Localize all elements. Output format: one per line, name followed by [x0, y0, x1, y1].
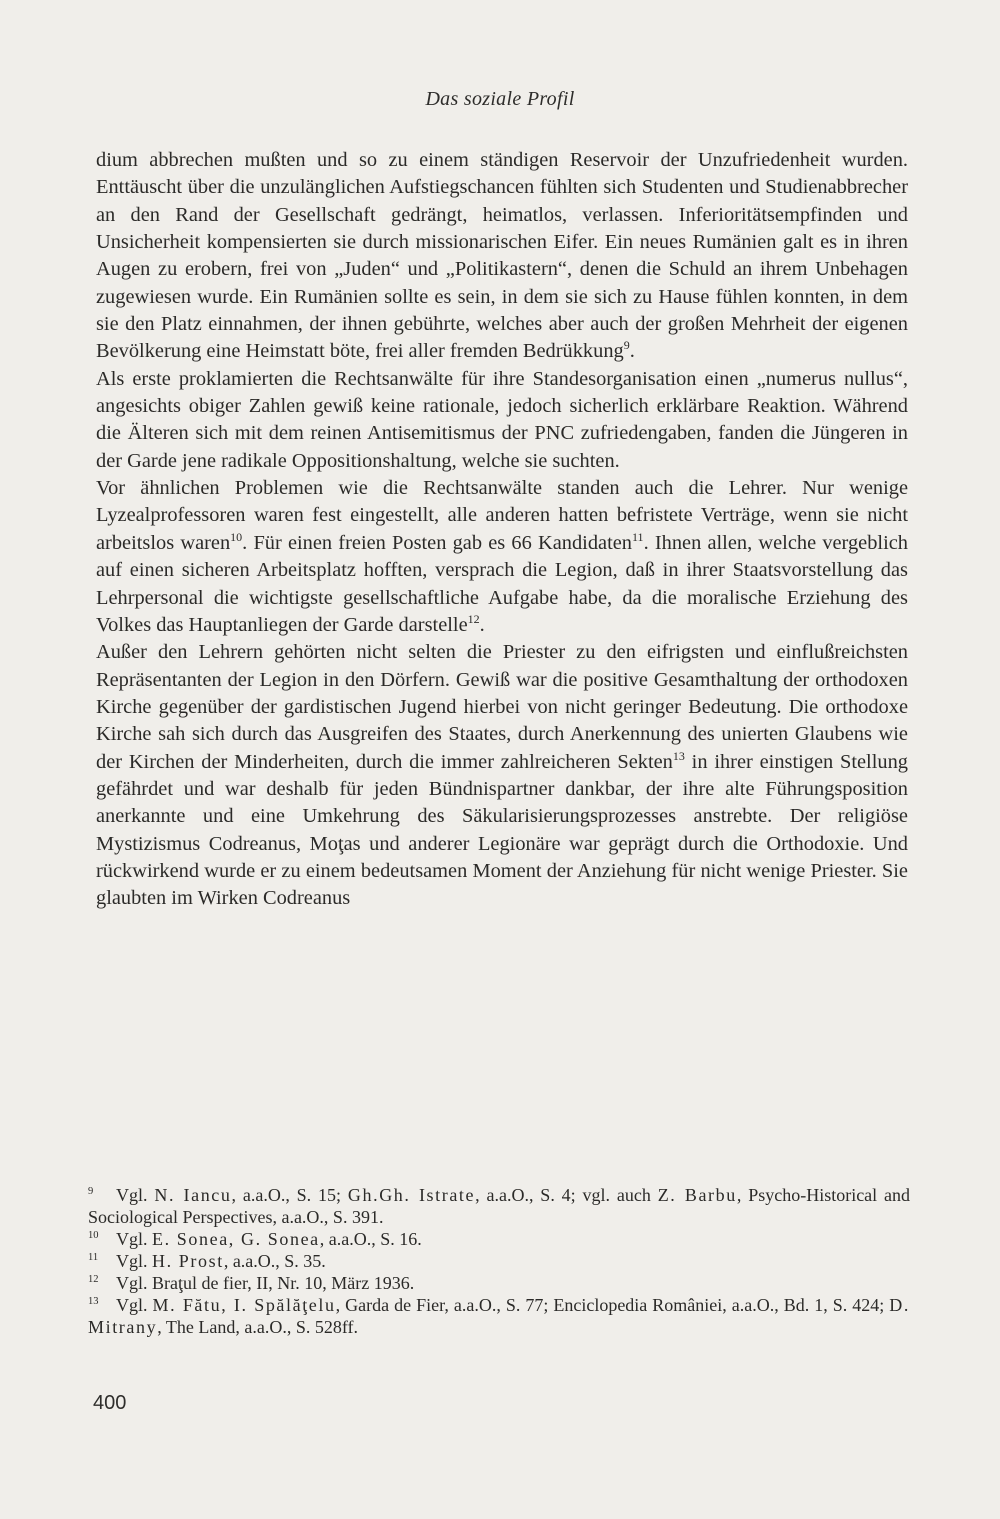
- footnote-author: D. Mitrany: [88, 1295, 910, 1337]
- paragraph-text: .: [479, 613, 485, 636]
- paragraph-text: . Ihnen allen, welche vergeblich auf einen sicheren Arbeitsplatz hofften, versprach die Legion, daß in ihrer Staatsvorstellung das Lehrpersonal die wichtigste gesellschaftliche Aufgabe habe, da die moralische Erziehung des Volkes das Hauptanliegen der Garde darstelle: [96, 531, 908, 636]
- footnote: 13 Vgl. M. Fătu, I. Spălăţelu, Garda de Fier, a.a.O., S. 77; Enciclopedia României, a.a.O., Bd. 1, S. 424; D. Mitrany, The Land, a.a.O., S. 528ff.: [88, 1295, 910, 1337]
- paragraph: [96, 366, 908, 475]
- footnote-text: , a.a.O., S. 35.: [223, 1251, 326, 1271]
- paragraph: [96, 639, 908, 912]
- paragraph-text: Als erste proklamierten die Rechtsanwälte für ihre Standesorganisation einen „numerus nullus“, angesichts obiger Zahlen gewiß keine rationale, jedoch sicherlich erklärbare Reaktion. Während die Älteren sich mit dem reinen Antisemitismus der PNC zufriedengaben, fanden die Jüngeren in der Garde jene radikale Oppositionshaltung, welche sie suchten.: [96, 367, 908, 472]
- page-number: 400: [93, 1392, 127, 1414]
- paragraph-text: . Für einen freien Posten gab es 66 Kandidaten: [242, 531, 632, 554]
- footnote-text: , The Land, a.a.O., S. 528ff.: [157, 1317, 358, 1337]
- footnote-text: Vgl.: [116, 1295, 153, 1315]
- paragraph-text: in ihrer einstigen Stellung gefährdet und war deshalb für jeden Bündnispartner dankbar, der ihre alte Führungsposition anerkannte und eine Umkehrung des Säkularisierungsprozesses anstrebte. Der religiöse Mystizismus Codreanus, Moţas und anderer Legionäre war geprägt durch die Orthodoxie. Und rückwirkend wurde er zu einem bedeutsamen Moment der Anziehung für nicht wenige Priester. Sie glaubten im Wirken Codreanus: [96, 750, 908, 910]
- paragraph: [96, 475, 908, 639]
- footnote-text: , Garda de Fier, a.a.O., S. 77; Enciclopedia României, a.a.O., Bd. 1, S. 424;: [335, 1295, 890, 1315]
- main-text: [96, 147, 908, 913]
- footnote-text: Vgl.: [116, 1229, 152, 1249]
- paragraph: [96, 147, 908, 366]
- running-head: Das soziale Profil: [425, 88, 575, 110]
- footnote-reference: 11: [632, 530, 644, 545]
- footnote-text: , Psycho-Historical and Sociological Perspectives, a.a.O., S. 391.: [88, 1185, 911, 1227]
- footnote-author: M. Fătu, I. Spălăţelu: [152, 1295, 336, 1315]
- footnote-author: Z. Barbu: [657, 1185, 737, 1205]
- footnote-text: , a.a.O., S. 4; vgl. auch: [475, 1185, 658, 1205]
- footnote-text: Vgl. Braţul de fier, II, Nr. 10, März 1936.: [116, 1273, 415, 1293]
- footnote-text: Vgl.: [116, 1251, 152, 1271]
- paragraph-text: Vor ähnlichen Problemen wie die Rechtsanwälte standen auch die Lehrer. Nur wenige Lyzealprofessoren waren fest eingestellt, alle anderen hatten befristete Verträge, wenn sie nicht arbeitslos waren: [96, 477, 908, 554]
- footnote-reference: 12: [467, 612, 480, 627]
- footnote: 10 Vgl. E. Sonea, G. Sonea, a.a.O., S. 16.: [88, 1229, 422, 1249]
- footnote-reference: 13: [672, 748, 685, 763]
- footnotes: [88, 1184, 910, 1338]
- footnote-text: , a.a.O., S. 16.: [319, 1229, 422, 1249]
- footnote-author: E. Sonea, G. Sonea: [152, 1229, 320, 1249]
- paragraph-text: dium abbrechen mußten und so zu einem ständigen Reservoir der Unzufriedenheit wurden. Enttäuscht über die unzulänglichen Aufstiegschancen fühlten sich Studenten und Studienabbrecher an den Rand der Gesellschaft gedrängt, heimatlos, verlassen. Inferioritätsempfinden und Unsicherheit kompensierten sie durch missionarischen Eifer. Ein neues Rumänien galt es in ihren Augen zu erobern, frei von „Juden“ und „Politikastern“, denen die Schuld an ihrem Unbehagen zugewiesen wurde. Ein Rumänien sollte es sein, in dem sie sich zu Hause fühlen konnten, in dem sie den Platz einnahmen, der ihnen gebührte, welches aber auch der großen Mehrheit der eigenen Bevölkerung eine Heimstatt böte, frei aller fremden Bedrükkung: [96, 149, 908, 363]
- footnote-text: , a.a.O., S. 15;: [231, 1185, 348, 1205]
- footnote: 11 Vgl. H. Prost, a.a.O., S. 35.: [88, 1251, 326, 1271]
- footnote-reference: 9: [623, 338, 630, 353]
- paragraph-text: Außer den Lehrern gehörten nicht selten die Priester zu den eifrigsten und einflußreichsten Repräsentanten der Legion in den Dörfern. Gewiß war die positive Gesamthaltung der orthodoxen Kirche gegenüber der gardistischen Jugend hierbei von nicht geringer Bedeutung. Die orthodoxe Kirche sah sich durch das Ausgreifen des Staates, durch Anerkennung des unierten Glaubens wie der Kirchen der Minderheiten, durch die immer zahlreicheren Sekten: [96, 641, 908, 773]
- footnote-author: Gh.Gh. Istrate: [347, 1185, 476, 1205]
- footnote-reference: 10: [230, 530, 243, 545]
- footnote-author: N. Iancu: [154, 1185, 232, 1205]
- paragraph-text: .: [629, 340, 635, 363]
- footnote-author: H. Prost: [152, 1251, 224, 1271]
- footnote: 12 Vgl. Braţul de fier, II, Nr. 10, März 1936.: [88, 1273, 415, 1293]
- footnote: 9 Vgl. N. Iancu, a.a.O., S. 15; Gh.Gh. Istrate, a.a.O., S. 4; vgl. auch Z. Barbu, Psycho-Historical and Sociological Perspectives, a.a.O., S. 391.: [88, 1185, 911, 1227]
- footnote-text: Vgl.: [116, 1185, 155, 1205]
